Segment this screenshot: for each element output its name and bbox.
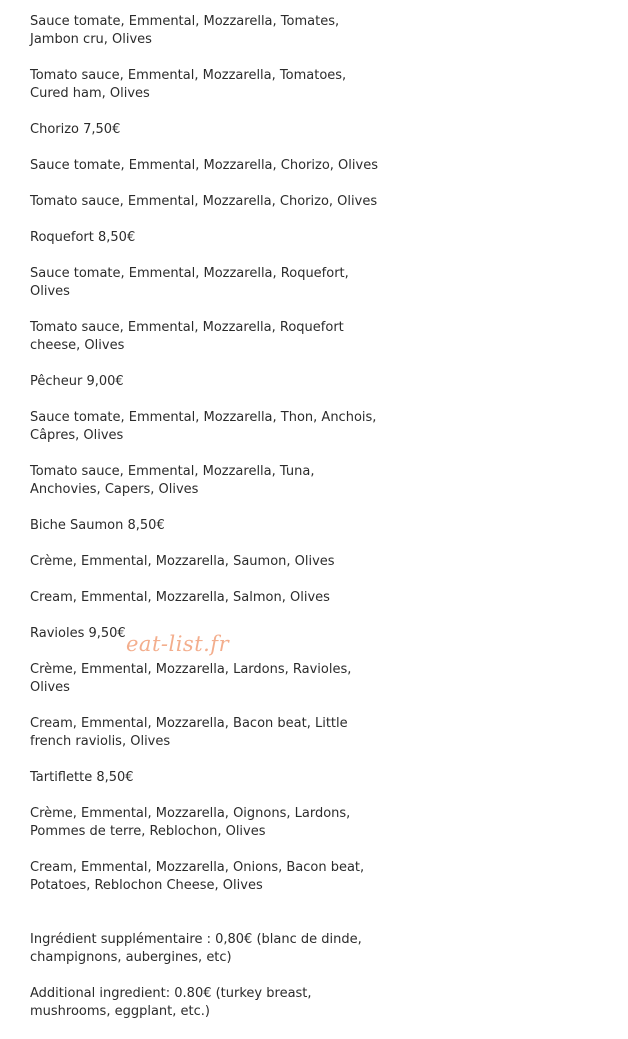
extra-ingredient-note-en: Additional ingredient: 0.80€ (turkey breast, mushrooms, eggplant, etc.): [30, 986, 312, 1019]
menu-line-ingredients-en: Cream, Emmental, Mozzarella, Bacon beat, Little french raviolis, Olives: [30, 716, 348, 749]
menu-item-tartiflette: Tartiflette 8,50€: [30, 770, 134, 785]
menu-line-ingredients-en: Tomato sauce, Emmental, Mozzarella, Chorizo, Olives: [30, 194, 378, 209]
menu-item-pecheur: Pêcheur 9,00€: [30, 374, 124, 389]
menu-line-ingredients-en: Tomato sauce, Emmental, Mozzarella, Tomatoes, Cured ham, Olives: [30, 68, 347, 101]
menu-line-ingredients-fr: Sauce tomate, Emmental, Mozzarella, Roquefort, Olives: [30, 266, 349, 299]
extra-ingredient-note-fr: Ingrédient supplémentaire : 0,80€ (blanc de dinde, champignons, aubergines, etc): [30, 932, 362, 965]
menu-line-ingredients-en: Cream, Emmental, Mozzarella, Onions, Bacon beat, Potatoes, Reblochon Cheese, Olives: [30, 860, 365, 893]
watermark-logo: eat-list.fr: [126, 632, 230, 656]
menu-text: [30, 13, 380, 1039]
menu-line-ingredients-fr: Sauce tomate, Emmental, Mozzarella, Tomates, Jambon cru, Olives: [30, 14, 340, 47]
menu-item-roquefort: Roquefort 8,50€: [30, 230, 136, 245]
menu-item-ravioles: Ravioles 9,50€: [30, 626, 126, 641]
menu-item-biche-saumon: Biche Saumon 8,50€: [30, 518, 165, 533]
menu-line-ingredients-fr: Crème, Emmental, Mozzarella, Lardons, Ravioles, Olives: [30, 662, 352, 695]
menu-line-ingredients-fr: Crème, Emmental, Mozzarella, Oignons, Lardons, Pommes de terre, Reblochon, Olives: [30, 806, 351, 839]
menu-line-ingredients-fr: Crème, Emmental, Mozzarella, Saumon, Olives: [30, 554, 335, 569]
menu-line-ingredients-en: Tomato sauce, Emmental, Mozzarella, Tuna, Anchovies, Capers, Olives: [30, 464, 315, 497]
menu-line-ingredients-en: Tomato sauce, Emmental, Mozzarella, Roquefort cheese, Olives: [30, 320, 344, 353]
menu-item-chorizo: Chorizo 7,50€: [30, 122, 121, 137]
menu-line-ingredients-fr: Sauce tomate, Emmental, Mozzarella, Thon, Anchois, Câpres, Olives: [30, 410, 377, 443]
menu-line-ingredients-en: Cream, Emmental, Mozzarella, Salmon, Olives: [30, 590, 330, 605]
menu-line-ingredients-fr: Sauce tomate, Emmental, Mozzarella, Chorizo, Olives: [30, 158, 378, 173]
